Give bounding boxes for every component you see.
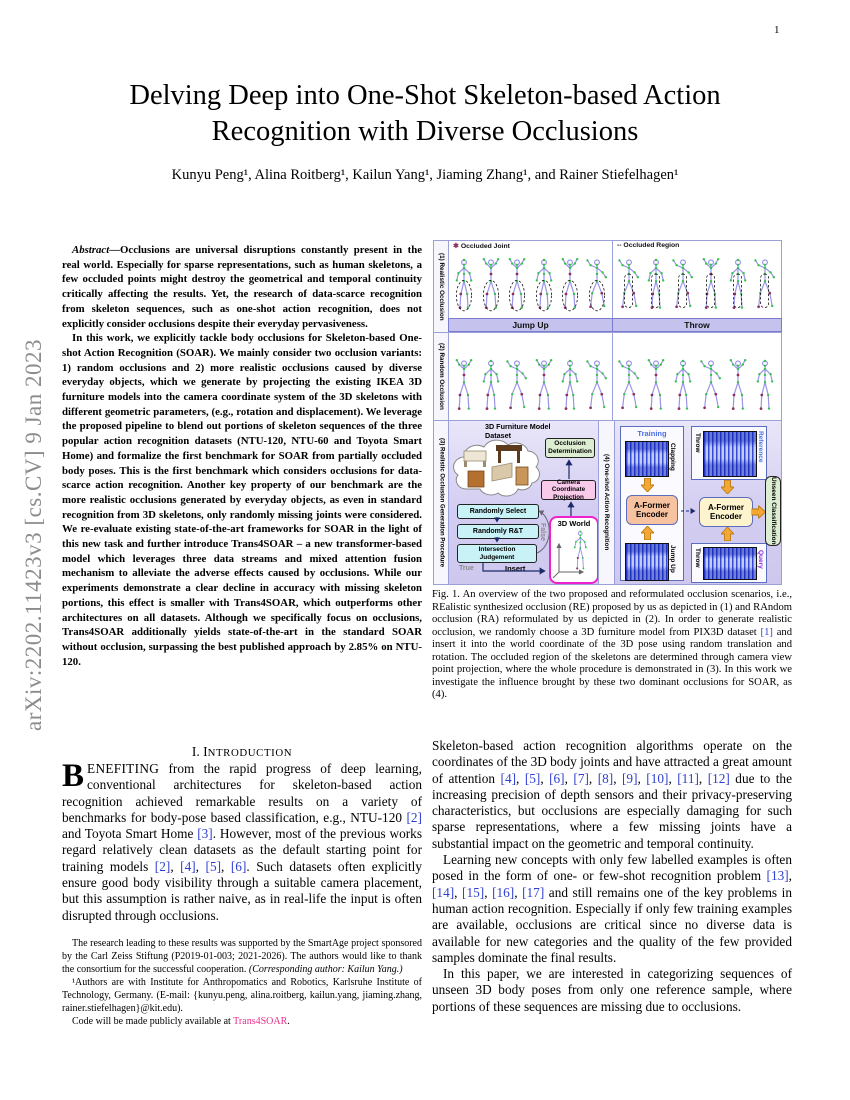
paragraph: In this paper, we are interested in categorizing sequences of unseen 3D body poses from only one reference sample, where portions of these sequences are missing due to occlusions. [432,966,792,1014]
skeleton-pose [479,255,503,317]
title-line-2: Recognition with Diverse Occlusions [211,116,639,147]
citation-link[interactable]: [14] [432,884,455,900]
skeleton-pose [532,255,556,317]
arxiv-sidebar-label: arXiv:2202.11423v3 [cs.CV] 9 Jan 2023 [21,339,46,731]
true-label: True [459,565,474,572]
furniture-dataset-title: 3D Furniture Model Dataset [485,422,551,440]
citation-link[interactable]: [5] [205,858,222,874]
aformer-encoder-inference: A-Former Encoder [699,497,753,527]
row4-strip [598,420,615,585]
occluded-region-marker: -- [617,242,624,249]
abstract-paragraph-1 [62,243,422,331]
skeleton-pose [558,356,582,418]
training-group-box [620,426,684,581]
skeleton-pose [505,255,529,317]
citation-link[interactable]: [6] [549,770,565,786]
title-line-1: Delving Deep into One-Shot Skeleton-based Action [129,80,721,111]
citation-link[interactable]: [7] [573,770,589,786]
arrow-down-icon [721,480,734,494]
skeleton-pose [558,255,582,317]
row4-label: (4) One-shot Action Recognition [603,454,610,551]
skeleton-pose [726,356,750,418]
camera-projection-box: Camera Coordinate Projection [541,480,596,500]
unseen-classification-box: Unseen Classification [765,476,781,546]
paragraph: Skeleton-based action recognition algorithms operate on the coordinates of the 3D body joints and have attracted a great amount of attention [4], [5], [6], [7], [8], [9], [10], [11], [12] due to the increasing precision of depth sensors and their privacy-preserving characteristics, but occlusions are especially damaging for such sparse representations, where a few missing joints have a substantial impact on the geometric and temporal continuity. [432,738,793,851]
false-label: False [539,523,546,541]
citation-link[interactable]: [17] [522,884,545,900]
intro-p1-text: from the rapid progress of deep learning, conventional architectures for skeleton-based action recognition achieved remarkable results on a variety of benchmarks for body-pose based classification, e.g., NTU-120 [2] and Toyota Smart Home [3]. However, most of the previous works regard relatively clean datasets as the default starting point for training models [2], [4], [5], [6]. Such datasets often explicitly ensure good body visibility through a suitable camera placement, but this assumption is rather naive, as in real-life the input is often disrupted through occlusions. [62,761,422,923]
arrow-up-icon [721,527,734,541]
skeleton-pose [671,356,695,418]
clapping-heatmap [625,441,669,477]
skeleton-pose [753,356,777,418]
action-label-jumpup: Jump Up [448,318,613,332]
occluded-joint-marker: ✱ [453,243,461,250]
one-shot-panel [614,420,782,585]
randomly-select-box: Randomly Select [457,504,539,519]
citation-link[interactable]: [6] [230,858,247,874]
legend-occluded-region: -- Occluded Region [617,242,680,249]
jumpup-label: Jump Up [669,545,676,573]
row2-panel-right [612,332,782,421]
weight-sharing-dashed-arrow [681,505,700,517]
skeleton-pose [617,356,641,418]
skeleton-pose [644,356,668,418]
action-label-throw: Throw [612,318,782,332]
figure-1 [433,240,780,583]
citation-link[interactable]: [5] [524,770,541,786]
skeleton-sequence [449,241,612,319]
3d-world-scene [551,528,595,578]
query-label: Query [757,550,764,569]
skeleton-pose [753,255,777,317]
citation-link[interactable]: [3] [197,826,213,842]
query-group-box [691,543,767,583]
reference-group-box [691,426,767,480]
paragraph: Learning new concepts with only few labelled examples is often posed in the form of one- or few-shot recognition problem [13], [14], [15], [16], [17] and still remains one of the key problems in human action recognition. Especially if only few training examples are available, occlusions are critical since no diverse data is available for new categories and the quality of the few provided samples dominate the final results. [432,852,792,965]
abstract-p1-text: —Occlusions are universal disruptions constantly present in the real world. Especially for sparse representations, such as human skeletons, a few occluded points might destroy the geometrical and temporal continuity critically affecting the results. Yet, the research of data-scarce recognition from skeleton sequences, such as one-shot action recognition, does not explicitly consider occlusions despite their everyday pervasiveness. [62,244,422,330]
skeleton-pose [532,356,556,418]
code-repository-link[interactable]: Trans4SOAR [233,1016,288,1027]
occlusion-determination-box: Occlusion Determination [545,438,595,458]
citation-link[interactable]: [10] [646,770,669,786]
footnote-affiliation: ¹Authors are with Institute for Anthropomatics and Robotics, Karlsruhe Institute of Technology, Germany. (E-mail: {kunyu.peng, alina.roitberg, kailun.yang, jiaming.zhang, rainer.stiefelhagen}@kit.edu). [62,977,422,1014]
right-column [432,738,792,1015]
lead-word: ENEFITING [87,761,160,776]
randomly-rt-box: Randomly R&T [457,524,539,539]
section-heading-introduction: I. INTRODUCTION [191,744,293,759]
skeleton-sequence [613,241,781,319]
citation-link[interactable]: [16] [492,884,515,900]
citation-link[interactable]: [2] [406,809,422,825]
figure-caption [432,589,792,702]
abstract-paragraph-2: In this work, we explicitly tackle body occlusions for Skeleton-based One-shot Action Recognition (SOAR). We mainly consider two occlusion variants: 1) random occlusions and 2) more realistic occlusions caused by diverse everyday objects, which we generate by projecting the existing IKEA 3D furniture models into the camera coordinate system of the 3D skeletons with different geometric parameters, (e.g., rotation and displacement). We leverage the proposed pipeline to blend out portions of skeleton sequences of the three popular action recognition datasets (NTU-120, NTU-60 and Toyota Smart Home) and formalize the first benchmark for SOAR from partially occluded body poses. This is the first benchmark which considers occlusions for data-scarce action recognition. Another key property of our benchmark are the more realistic occlusions generated by everyday objects, as even in standard recognition from 3D skeletons, only randomly missing joints were considered. We re-evaluate existing state-of-the-art frameworks for SOAR in the light of this new task and further introduce Trans4SOAR – a new transformer-based model which leverages three data streams and mixed attention fusion mechanism to alleviate the adverse effects caused by occlusions. While our experiments demonstrate a clear decline in accuracy with missing skeleton portions, this effect is smaller with Trans4SOAR, which outperforms other architectures on all datasets. Although we specifically focus on occlusions, Trans4SOAR additionally yields state-of-the-art in the standard SOAR without occlusion, surpassing the best published approach by 2.85% on NTU-120. [62,332,422,668]
3d-world-box [549,516,599,584]
reference-heatmap [703,431,757,477]
page-number: 1 [774,24,780,36]
skeleton-pose [479,356,503,418]
3d-world-title: 3D World [557,519,591,528]
citation-link[interactable]: [8] [597,770,614,786]
citation-link[interactable]: [2] [154,858,171,874]
skeleton-sequence [613,333,781,420]
skeleton-pose [505,356,529,418]
throw-reference-label: Throw [694,433,701,453]
citation-link[interactable]: [11] [677,770,699,786]
skeleton-pose [452,255,476,317]
skeleton-pose [699,255,723,317]
citation-link[interactable]: [12] [707,770,730,786]
arrow-up-icon [641,526,654,540]
footnote-code: Code will be made publicly available at Trans4SOAR. [72,1016,290,1027]
arrow-right-icon [752,506,766,519]
skeleton-pose [617,255,641,317]
intersection-judgement-box: Intersection Judgement [457,544,537,563]
throw-query-label: Throw [694,548,701,568]
citation-link[interactable]: [4] [180,858,196,874]
introduction-paragraph [62,758,422,924]
legend-occluded-joint: ✱ Occluded Joint [453,243,510,250]
skeleton-pose [671,255,695,317]
row1-label: (1) Realistic Occlusion [438,252,445,321]
row1-panel-jumpup [448,240,613,320]
row2-label: (2) Random Occlusion [438,343,445,410]
corresponding-author-note: (Corresponding author: Kailun Yang.) [248,964,403,975]
abstract-label: Abstract [72,244,110,256]
citation-link[interactable]: [15] [462,884,485,900]
citation-link[interactable]: [4] [500,770,517,786]
skeleton-pose [452,356,476,418]
caption-text: Fig. 1. An overview of the two proposed and reformulated occlusion scenarios, i.e., REalistic synthesized occlusion (RE) proposed by us as depicted in (1) and RAndom occlusion (RA) reformulated by us depicted in (2). In order to generate realistic occlusion, we randomly choose a 3D furniture model from PIX3D dataset [1] and insert it into the world coordinate of the 3D pose using random translation and rotation. The occluded region of the skeletons are determined through camera view point projection, where the whole procedure is demonstrated in (3). In this work we investigate the influence brought by these two dominant occlusions for SOAR, as (4). [432,589,792,700]
generation-procedure-panel [448,420,599,585]
drop-cap: B [62,758,85,794]
query-heatmap [703,547,757,580]
aformer-encoder-training: A-Former Encoder [626,495,678,525]
footnote-block [62,937,422,1028]
citation-link[interactable]: [13] [766,868,789,884]
citation-link[interactable]: [9] [622,770,638,786]
row1-panel-throw [612,240,782,320]
reference-label: Reference [757,431,764,463]
skeleton-pose [585,255,609,317]
insert-label: Insert [505,564,526,573]
paper-title [60,78,790,150]
abstract-block [62,243,422,669]
training-label: Training [637,429,667,438]
jumpup-heatmap [625,543,669,581]
skeleton-pose [699,356,723,418]
author-list: Kunyu Peng¹, Alina Roitberg¹, Kailun Yang¹, Jiaming Zhang¹, and Rainer Stiefelhagen¹ [171,167,679,183]
skeleton-pose [585,356,609,418]
citation-link[interactable]: [1] [760,626,773,638]
arrow-down-icon [641,478,654,492]
footnote-funding: The research leading to these results was supported by the SmartAge project sponsored by the Carl Zeiss Stiftung (P2019-01-003; 2021-2026). The authors would like to thank the consortium for the successful cooperation. (Corresponding author: Kailun Yang.) [62,938,422,975]
skeleton-pose [726,255,750,317]
row3-label: (3) Realistic Occlusion Generation Procedure [438,437,445,568]
row2-panel-left [448,332,613,421]
skeleton-sequence [449,333,612,420]
clapping-label: Clapping [669,443,676,471]
skeleton-pose [644,255,668,317]
